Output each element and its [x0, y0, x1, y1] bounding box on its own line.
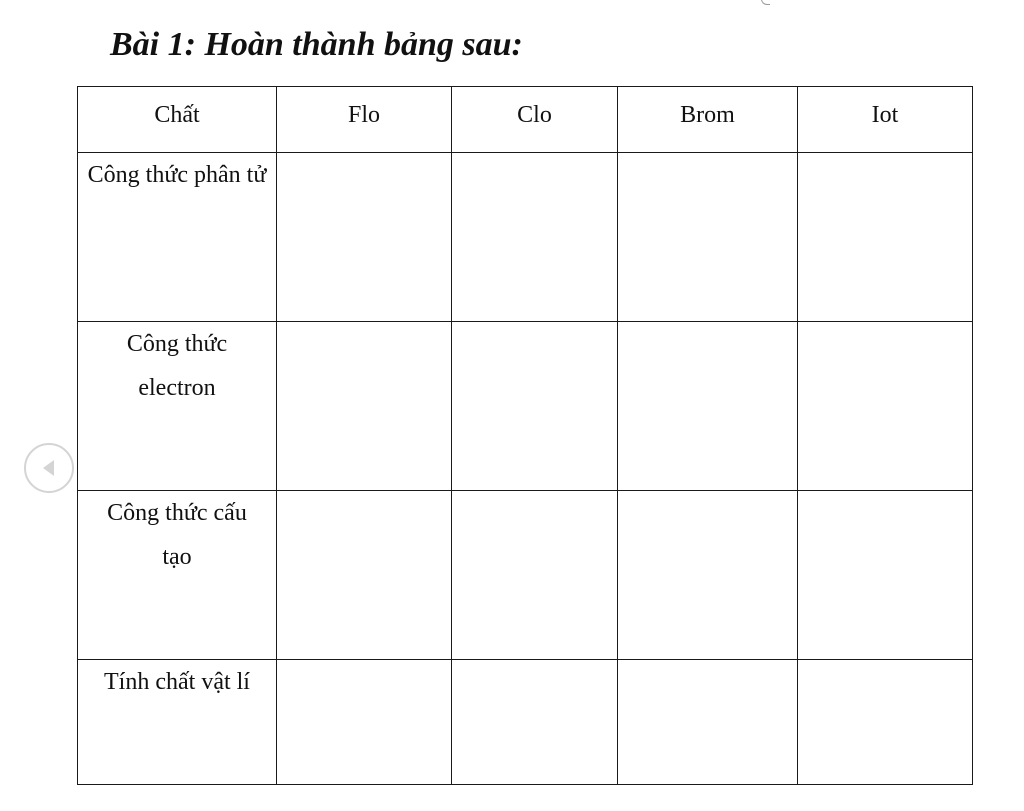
table-row — [78, 491, 973, 660]
halogen-table — [77, 86, 973, 785]
header-iot: Iot — [798, 87, 973, 153]
table-header-row — [78, 87, 973, 153]
header-brom: Brom — [618, 87, 798, 153]
answer-cell[interactable] — [277, 491, 452, 660]
answer-cell[interactable] — [798, 491, 973, 660]
header-clo: Clo — [452, 87, 618, 153]
table-row — [78, 660, 973, 785]
row-label-structural-formula: Công thức cấu tạo — [78, 491, 277, 660]
answer-cell[interactable] — [452, 491, 618, 660]
caret-left-icon — [38, 457, 60, 479]
answer-cell[interactable] — [452, 660, 618, 785]
previous-page-button[interactable] — [24, 443, 74, 493]
row-label-electron-formula: Công thức electron — [78, 322, 277, 491]
answer-cell[interactable] — [277, 322, 452, 491]
row-label-physical-properties: Tính chất vật lí — [78, 660, 277, 785]
answer-cell[interactable] — [452, 322, 618, 491]
header-substance: Chất — [78, 87, 277, 153]
answer-cell[interactable] — [618, 153, 798, 322]
corner-mark — [761, 0, 770, 5]
answer-cell[interactable] — [618, 491, 798, 660]
answer-cell[interactable] — [798, 322, 973, 491]
answer-cell[interactable] — [277, 153, 452, 322]
answer-cell[interactable] — [452, 153, 618, 322]
row-label-molecular-formula: Công thức phân tử — [78, 153, 277, 322]
answer-cell[interactable] — [798, 153, 973, 322]
answer-cell[interactable] — [277, 660, 452, 785]
answer-cell[interactable] — [618, 660, 798, 785]
answer-cell[interactable] — [798, 660, 973, 785]
table-row — [78, 153, 973, 322]
header-flo: Flo — [277, 87, 452, 153]
table-row — [78, 322, 973, 491]
answer-cell[interactable] — [618, 322, 798, 491]
exercise-title: Bài 1: Hoàn thành bảng sau: — [110, 26, 523, 63]
